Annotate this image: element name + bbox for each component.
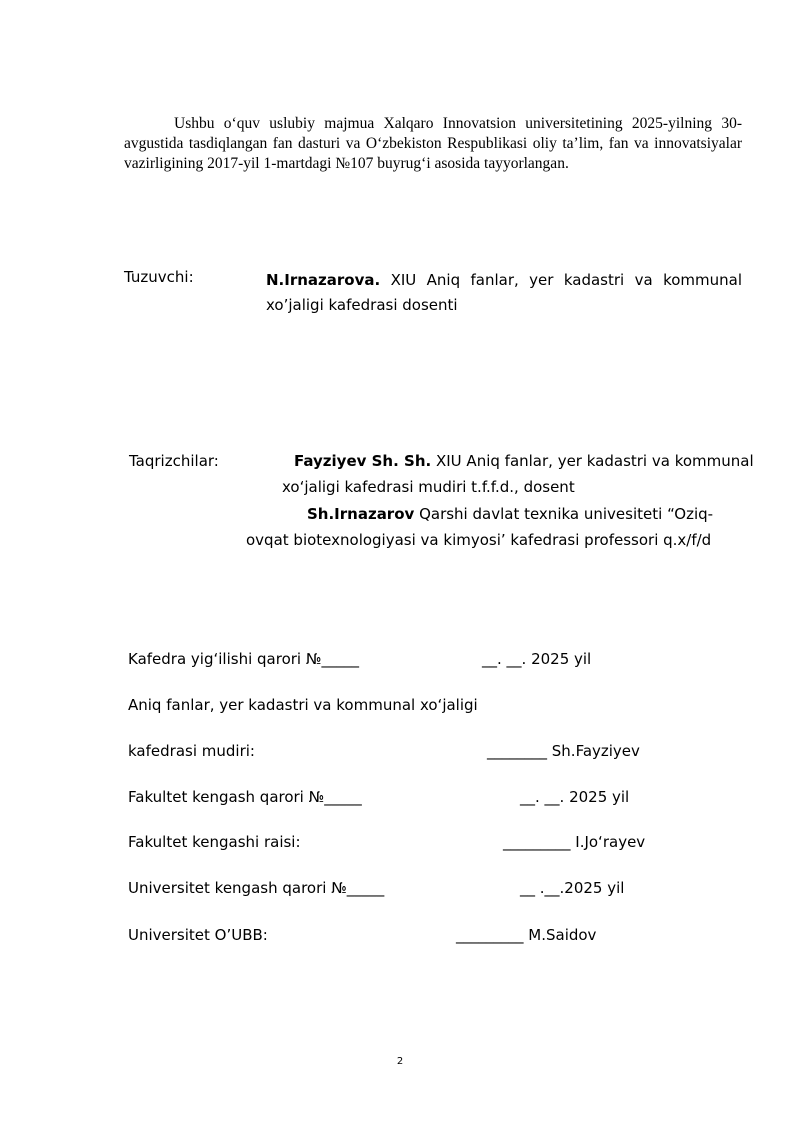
university-oubb-label: Universitet O’UBB:: [128, 926, 268, 944]
faculty-chair-signature: _________ I.Jo‘rayev: [503, 833, 646, 851]
compiler-info: [266, 268, 742, 318]
university-date: __ .__.2025 yil: [520, 879, 625, 897]
reviewer-2-name: Sh.Irnazarov: [307, 505, 415, 523]
reviewer-2-line-1: [307, 505, 713, 523]
reviewer-2-line-2: ovqat biotexnologiyasi va kimyosi’ kafedrasi professori q.x/f/d: [246, 531, 712, 549]
reviewer-1-line-1: [294, 452, 754, 470]
university-oubb-signature: _________ M.Saidov: [456, 926, 597, 944]
reviewer-1-name: Fayziyev Sh. Sh.: [294, 452, 432, 470]
faculty-chair-label: Fakultet kengashi raisi:: [128, 833, 301, 851]
kafedra-date: __. __. 2025 yil: [482, 650, 592, 668]
intro-paragraph: Ushbu o‘quv uslubiy majmua Xalqaro Innovatsion universitetining 2025-yilning 30-avgustida tasdiqlangan fan dasturi va O‘zbekiston Respublikasi oliy ta’lim, fan va innovatsiyalar vazirligining 2017-yil 1-martdagi №107 buyrug‘i asosida tayyorlangan.: [124, 115, 742, 172]
reviewer-2-position: Qarshi davlat texnika univesiteti “Oziq-: [414, 505, 714, 523]
kafedra-decision: Kafedra yig‘ilishi qarori №_____: [128, 650, 359, 668]
faculty-date: __. __. 2025 yil: [520, 788, 630, 806]
kafedra-head-signature: ________ Sh.Fayziyev: [487, 742, 640, 760]
compiler-label: Tuzuvchi:: [124, 268, 194, 286]
university-decision: Universitet kengash qarori №_____: [128, 879, 385, 897]
compiler-name: N.Irnazarova.: [266, 271, 381, 289]
page-number: 2: [396, 1056, 404, 1067]
compiler-position: XIU Aniq fanlar, yer kadastri va kommunal xo’jaligi kafedrasi dosenti: [266, 271, 742, 314]
kafedra-name: Aniq fanlar, yer kadastri va kommunal xo‘jaligi: [128, 696, 478, 714]
kafedra-head-label: kafedrasi mudiri:: [128, 742, 255, 760]
reviewer-1-position: XIU Aniq fanlar, yer kadastri va kommunal: [431, 452, 754, 470]
reviewer-1-line-2: xo‘jaligi kafedrasi mudiri t.f.f.d., dosent: [282, 478, 575, 496]
reviewers-label: Taqrizchilar:: [129, 452, 219, 470]
faculty-decision: Fakultet kengash qarori №_____: [128, 788, 362, 806]
